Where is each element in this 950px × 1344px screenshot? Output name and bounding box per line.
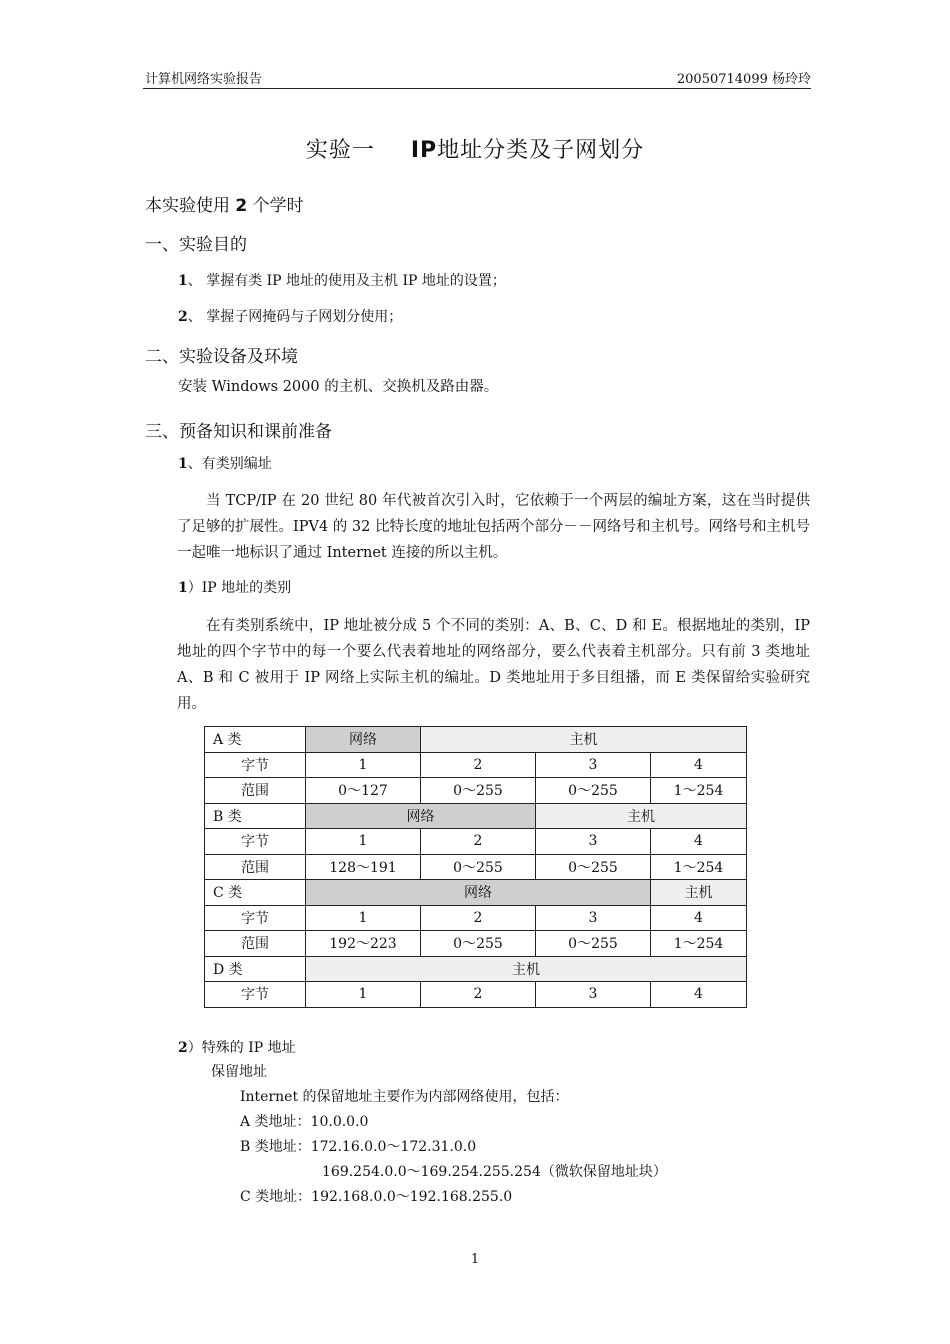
byte-label: 字节 xyxy=(205,829,306,855)
byte-cell: 1 xyxy=(306,752,421,778)
range-cell: 0～255 xyxy=(421,854,536,880)
subsection-classful-num: 1 xyxy=(178,456,188,472)
range-cell: 0～127 xyxy=(306,778,421,804)
special-ip-heading-text: ）特殊的 IP 地址 xyxy=(187,1040,296,1056)
byte-cell: 2 xyxy=(421,982,536,1008)
reserved-class-c: C 类地址：192.168.0.0～192.168.255.0 xyxy=(240,1189,513,1205)
range-cell: 0～255 xyxy=(421,931,536,957)
table-row xyxy=(205,778,747,804)
range-cell: 0～255 xyxy=(536,931,651,957)
header-right: 20050714099 杨玲玲 xyxy=(676,72,811,87)
host-cell: 主机 xyxy=(651,880,747,906)
table-row xyxy=(205,803,747,829)
network-cell: 网络 xyxy=(306,727,421,753)
network-cell: 网络 xyxy=(306,803,536,829)
range-cell: 192～223 xyxy=(306,931,421,957)
host-cell: 主机 xyxy=(421,727,747,753)
hours-post: 个学时 xyxy=(252,196,304,216)
section-2-heading: 二、实验设备及环境 xyxy=(145,347,298,367)
reserved-label: 保留地址 xyxy=(211,1064,267,1080)
objective-2-text: 、 掌握子网掩码与子网划分使用； xyxy=(187,309,403,325)
byte-cell: 1 xyxy=(306,982,421,1008)
reserved-intro: Internet 的保留地址主要作为内部网络使用，包括： xyxy=(240,1089,569,1105)
table-row xyxy=(205,854,747,880)
table-row xyxy=(205,982,747,1008)
byte-cell: 4 xyxy=(651,982,747,1008)
header-left: 计算机网络实验报告 xyxy=(145,72,263,87)
byte-cell: 4 xyxy=(651,752,747,778)
equipment-text: 安装 Windows 2000 的主机、交换机及路由器。 xyxy=(178,379,499,395)
range-cell: 128～191 xyxy=(306,854,421,880)
range-cell: 0～255 xyxy=(536,778,651,804)
byte-cell: 2 xyxy=(421,752,536,778)
byte-cell: 2 xyxy=(421,829,536,855)
table-row xyxy=(205,829,747,855)
reserved-class-b-ms: 169.254.0.0～169.254.255.254（微软保留地址块） xyxy=(322,1164,667,1180)
paragraph-classful: 当 TCP/IP 在 20 世纪 80 年代被首次引入时，它依赖于一个两层的编址方案，这在当时提供了足够的扩展性。IPV4 的 32 比特长度的地址包括两个部分－－网络号和主机号。网络号和主机号一起唯一地标识了通过 Internet 连接的所以主机。 xyxy=(177,493,810,561)
subsection-ip-classes-num: 1 xyxy=(178,580,188,596)
range-cell: 1～254 xyxy=(651,931,747,957)
reserved-class-b: B 类地址：172.16.0.0～172.31.0.0 xyxy=(240,1139,477,1155)
hours-pre: 本实验使用 xyxy=(145,196,230,216)
table-row xyxy=(205,956,747,982)
title-ip: IP xyxy=(410,138,438,163)
header-rule xyxy=(143,88,811,89)
byte-cell: 4 xyxy=(651,829,747,855)
hours-num: 2 xyxy=(235,196,248,216)
table-row xyxy=(205,880,747,906)
byte-cell: 1 xyxy=(306,829,421,855)
range-label: 范围 xyxy=(205,778,306,804)
byte-label: 字节 xyxy=(205,905,306,931)
byte-cell: 1 xyxy=(306,905,421,931)
special-ip-heading xyxy=(178,1035,296,1061)
table-row xyxy=(205,931,747,957)
network-cell: 网络 xyxy=(306,880,651,906)
host-cell: 主机 xyxy=(536,803,747,829)
subsection-ip-classes xyxy=(178,575,291,601)
table-row xyxy=(205,752,747,778)
byte-cell: 2 xyxy=(421,905,536,931)
class-b-label: B 类 xyxy=(205,803,306,829)
ip-class-table xyxy=(204,726,747,1008)
reserved-class-a: A 类地址：10.0.0.0 xyxy=(240,1114,369,1130)
special-ip-heading-num: 2 xyxy=(178,1040,188,1056)
range-cell: 0～255 xyxy=(421,778,536,804)
range-label: 范围 xyxy=(205,854,306,880)
byte-cell: 3 xyxy=(536,982,651,1008)
table-row xyxy=(205,727,747,753)
byte-label: 字节 xyxy=(205,752,306,778)
subsection-ip-classes-text: ）IP 地址的类别 xyxy=(187,580,292,596)
byte-cell: 3 xyxy=(536,829,651,855)
title-prefix: 实验一 xyxy=(305,138,375,163)
range-cell: 0～255 xyxy=(536,854,651,880)
hours-line xyxy=(145,191,304,216)
page-number: 1 xyxy=(470,1252,480,1267)
class-a-label: A 类 xyxy=(205,727,306,753)
page-title xyxy=(0,133,950,164)
byte-cell: 3 xyxy=(536,905,651,931)
byte-label: 字节 xyxy=(205,982,306,1008)
objective-1-text: 、 掌握有类 IP 地址的使用及主机 IP 地址的设置； xyxy=(187,273,506,289)
subsection-classful-text: 、有类别编址 xyxy=(187,456,272,472)
range-label: 范围 xyxy=(205,931,306,957)
class-d-label: D 类 xyxy=(205,956,306,982)
range-cell: 1～254 xyxy=(651,778,747,804)
host-cell: 主机 xyxy=(306,956,747,982)
section-1-heading: 一、实验目的 xyxy=(145,235,247,255)
paragraph-ip-classes: 在有类别系统中，IP 地址被分成 5 个不同的类别：A、B、C、D 和 E。根据地址的类别，IP 地址的四个字节中的每一个要么代表着地址的网络部分，要么代表着主机部分。只有前 3 类地址 A、B 和 C 被用于 IP 网络上实际主机的编址。D 类地址用于多目组播，而 E 类保留给实验研究用。 xyxy=(177,618,810,712)
section-3-heading: 三、预备知识和课前准备 xyxy=(145,422,332,442)
objective-1 xyxy=(178,268,506,294)
subsection-classful xyxy=(178,451,272,477)
byte-cell: 4 xyxy=(651,905,747,931)
table-row xyxy=(205,905,747,931)
class-c-label: C 类 xyxy=(205,880,306,906)
objective-2 xyxy=(178,304,402,330)
range-cell: 1～254 xyxy=(651,854,747,880)
objective-1-num: 1 xyxy=(178,273,188,289)
title-rest: 地址分类及子网划分 xyxy=(437,138,645,163)
objective-2-num: 2 xyxy=(178,309,188,325)
byte-cell: 3 xyxy=(536,752,651,778)
